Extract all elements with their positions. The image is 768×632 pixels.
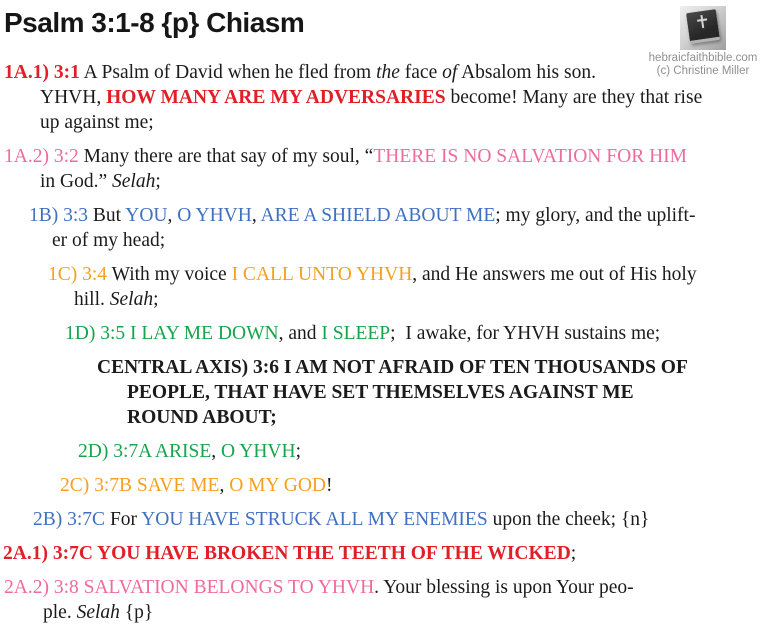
page-title: Psalm 3:1-8 {p} Chiasm	[4, 7, 305, 38]
text-segment: ARE A SHIELD ABOUT ME	[260, 205, 496, 226]
text-segment: 1D) 3:5 I LAY ME DOWN	[65, 323, 279, 344]
text-segment: O YHVH	[221, 441, 296, 462]
text-segment: ROUND ABOUT;	[127, 407, 277, 428]
chiasm-line-2a1	[2, 541, 762, 566]
text-segment: er of my head;	[52, 230, 166, 251]
credit-site-text: hebraicfaithbible.com	[648, 52, 758, 64]
text-segment: , and He answers me out of His holy	[412, 264, 697, 285]
text-segment: ;	[155, 171, 161, 192]
book-shape	[686, 9, 720, 44]
text-segment: 2A.2) 3:8 SALVATION BELONGS TO YHVH	[4, 577, 375, 598]
text-segment: CENTRAL AXIS) 3:6 I AM NOT AFRAID OF TEN THOUSANDS OF	[97, 357, 688, 378]
text-segment: Many there are that say of my soul, “	[78, 146, 374, 167]
text-segment: {p}	[119, 602, 154, 623]
text-segment: . Your blessing is upon Your peo-	[374, 577, 634, 598]
text-segment: 1A.1) 3:1	[4, 62, 80, 83]
text-segment: 2D) 3:7A ARISE	[78, 441, 212, 462]
text-segment: Selah	[112, 171, 156, 192]
chiasm-line-2b	[2, 507, 762, 532]
text-segment: ;	[153, 289, 159, 310]
chiasm-line-1c	[2, 262, 762, 312]
text-segment: 2B) 3:7C	[33, 509, 106, 530]
text-segment: 1B) 3:3	[29, 205, 89, 226]
text-segment: PEOPLE, THAT HAVE SET THEMSELVES AGAINST ME	[127, 382, 634, 403]
text-segment: YOU	[125, 205, 168, 226]
text-segment: 1A.2) 3:2	[4, 146, 79, 167]
text-segment: upon the cheek; {n}	[487, 509, 650, 530]
chiasm-line-2a2	[2, 575, 762, 625]
chiasm-line-central-axis	[2, 355, 762, 430]
text-segment: I CALL UNTO YHVH	[231, 264, 413, 285]
text-segment: face	[399, 62, 443, 83]
text-segment: YOU HAVE STRUCK ALL MY ENEMIES	[141, 509, 488, 530]
text-segment: YHVH,	[40, 87, 107, 108]
cross-icon	[700, 15, 704, 28]
text-segment: O YHVH	[177, 205, 252, 226]
text-segment: ,	[211, 441, 222, 462]
text-segment: 1C) 3:4	[48, 264, 108, 285]
text-segment: O MY GOD	[229, 475, 326, 496]
chiasm-content	[2, 60, 768, 625]
text-segment: !	[326, 475, 333, 496]
text-segment: ,	[219, 475, 230, 496]
chiasm-line-1a2	[2, 144, 762, 194]
text-segment: With my voice	[107, 264, 232, 285]
text-segment: ,	[167, 205, 178, 226]
chiasm-line-2d	[2, 439, 762, 464]
text-segment: Selah	[109, 289, 154, 310]
text-segment: become! Many are they that rise	[445, 87, 703, 108]
text-segment: For	[105, 509, 142, 530]
text-segment: ple.	[43, 602, 77, 623]
text-segment: of	[442, 62, 458, 83]
text-segment: , and	[278, 323, 322, 344]
text-segment: A Psalm of David when he fled from	[79, 62, 377, 83]
text-segment: ,	[251, 205, 261, 226]
text-segment: ; my glory, and the uplift-	[495, 205, 696, 226]
text-segment: the	[376, 62, 400, 83]
text-segment: hill.	[74, 289, 110, 310]
text-segment: Selah	[76, 602, 120, 623]
text-segment: up against me;	[40, 112, 154, 133]
bible-cross-icon	[680, 6, 726, 50]
text-segment: But	[88, 205, 126, 226]
text-segment: 2C) 3:7B SAVE ME	[60, 475, 220, 496]
text-segment: THERE IS NO SALVATION FOR HIM	[373, 146, 687, 167]
text-segment: ;	[570, 543, 577, 564]
credit-block	[642, 6, 764, 78]
chiasm-line-1d	[2, 321, 762, 346]
text-segment: in God.”	[40, 171, 113, 192]
chiasm-line-1b	[2, 203, 762, 253]
text-segment: 2A.1) 3:7C YOU HAVE BROKEN THE TEETH OF THE WICKED	[3, 543, 571, 564]
chiasm-line-2c	[2, 473, 762, 498]
text-segment: I SLEEP	[321, 323, 391, 344]
text-segment: Absalom his son.	[457, 62, 596, 83]
credit-copyright-text: (c) Christine Miller	[656, 65, 750, 77]
text-segment: HOW MANY ARE MY ADVERSARIES	[106, 87, 446, 108]
text-segment: ; I awake, for YHVH sustains me;	[390, 323, 661, 344]
text-segment: ;	[295, 441, 302, 462]
